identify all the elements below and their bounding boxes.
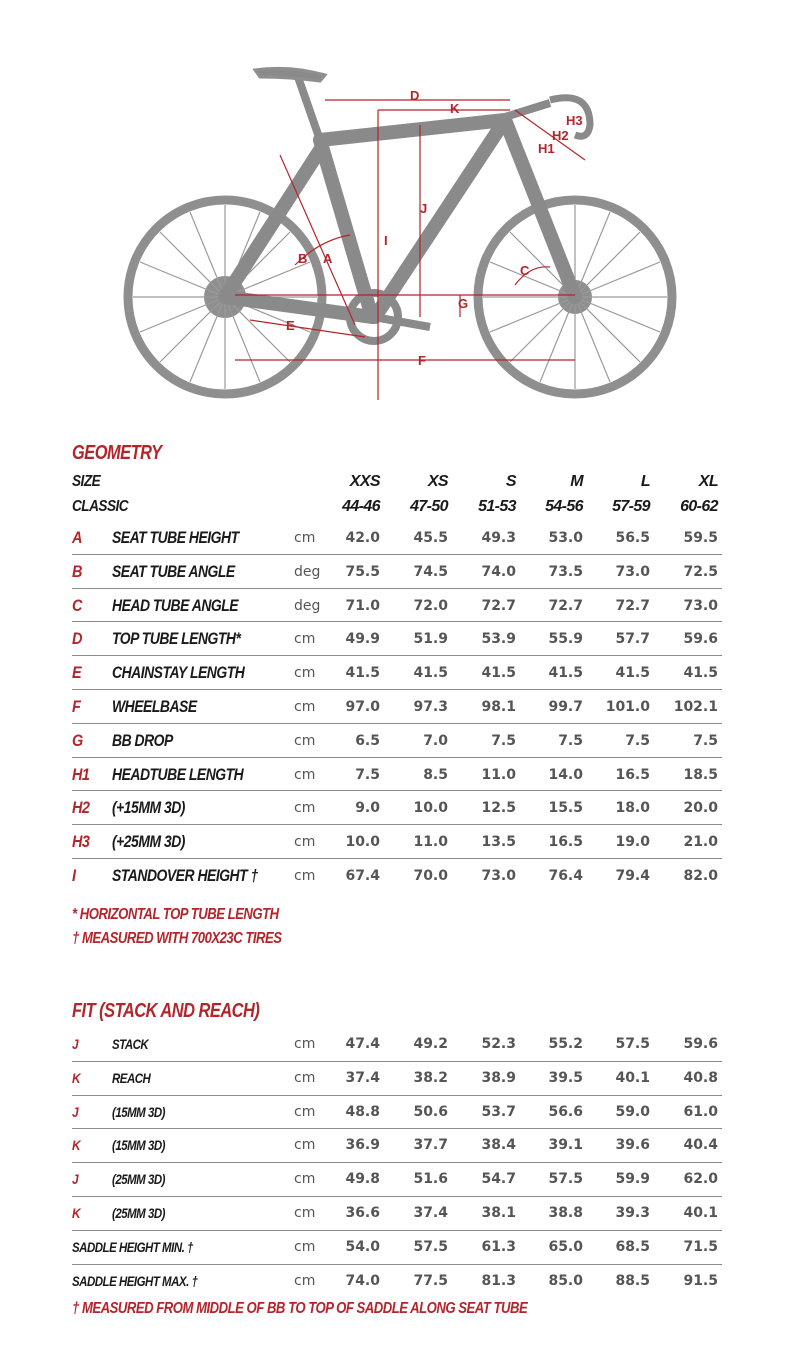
row-value: 36.6	[345, 1205, 380, 1221]
row-unit: deg	[294, 597, 321, 614]
row-value: 41.5	[683, 665, 718, 682]
row-value: 47.4	[345, 1036, 380, 1052]
row-code: D	[72, 629, 82, 649]
row-value: 39.3	[615, 1205, 650, 1221]
row-name: (+15MM 3D)	[112, 798, 185, 818]
row-unit: cm	[294, 766, 316, 783]
range-l: 57-59	[612, 498, 650, 515]
row-value: 73.5	[548, 563, 583, 580]
table-row	[72, 621, 722, 656]
row-value: 72.7	[615, 597, 650, 614]
diagram-label-h1: H1	[538, 141, 555, 156]
row-value: 72.7	[548, 597, 583, 614]
diagram-label-k: K	[450, 101, 460, 116]
row-value: 11.0	[481, 766, 516, 783]
row-value: 41.5	[413, 665, 448, 682]
row-unit: cm	[294, 732, 316, 749]
row-value: 91.5	[683, 1272, 718, 1289]
row-name: (15MM 3D)	[112, 1137, 165, 1154]
row-value: 68.5	[615, 1238, 650, 1255]
row-value: 40.8	[683, 1069, 718, 1086]
size-s: S	[505, 473, 516, 490]
row-value: 57.5	[615, 1036, 650, 1052]
row-value: 39.6	[615, 1137, 650, 1154]
table-row	[72, 588, 722, 623]
row-value: 40.1	[615, 1069, 650, 1086]
diagram-label-i: I	[384, 233, 388, 248]
row-value: 21.0	[683, 834, 718, 851]
row-value: 59.0	[615, 1103, 650, 1120]
row-code: J	[72, 1036, 79, 1052]
table-row	[72, 1162, 722, 1197]
row-value: 41.5	[548, 665, 583, 682]
row-value: 72.0	[413, 597, 448, 614]
table-row	[72, 689, 722, 724]
row-value: 54.7	[481, 1171, 516, 1188]
row-value: 53.7	[481, 1103, 516, 1120]
row-unit: deg	[294, 563, 321, 580]
row-name: CHAINSTAY LENGTH	[112, 663, 245, 683]
row-code: H3	[72, 832, 90, 852]
table-row	[72, 655, 722, 690]
row-value: 37.4	[413, 1205, 448, 1221]
row-value: 72.7	[481, 597, 516, 614]
row-unit: cm	[294, 1069, 316, 1086]
row-value: 52.3	[481, 1036, 516, 1052]
row-value: 82.0	[683, 868, 718, 884]
row-unit: cm	[294, 1171, 316, 1188]
row-value: 38.1	[481, 1205, 516, 1221]
size-label: SIZE	[72, 473, 101, 490]
row-value: 18.5	[683, 766, 718, 783]
row-unit: cm	[294, 1103, 316, 1120]
row-unit: cm	[294, 1272, 316, 1289]
row-value: 57.5	[413, 1238, 448, 1255]
row-value: 53.9	[481, 631, 516, 648]
row-value: 49.3	[481, 530, 516, 546]
diagram-label-g: G	[458, 296, 469, 311]
row-value: 56.5	[615, 530, 650, 546]
row-value: 42.0	[345, 530, 380, 546]
row-name: (+25MM 3D)	[112, 832, 185, 852]
table-row	[72, 554, 722, 589]
row-value: 71.5	[683, 1238, 718, 1255]
row-unit: cm	[294, 1036, 316, 1052]
row-value: 59.6	[683, 631, 718, 648]
row-code: J	[72, 1171, 79, 1188]
table-row	[72, 1264, 722, 1298]
row-value: 12.5	[481, 800, 516, 817]
row-value: 41.5	[615, 665, 650, 682]
table-row	[72, 1095, 722, 1130]
row-value: 97.0	[345, 699, 380, 715]
row-code: F	[72, 697, 81, 716]
row-value: 67.4	[345, 868, 380, 884]
table-row	[72, 1230, 722, 1265]
row-value: 81.3	[481, 1272, 516, 1289]
row-value: 76.4	[548, 868, 583, 884]
row-code: B	[72, 561, 82, 581]
row-value: 55.9	[548, 631, 583, 648]
size-m: M	[570, 473, 583, 490]
table-row	[72, 790, 722, 825]
row-value: 49.9	[345, 631, 380, 648]
row-name: HEAD TUBE ANGLE	[112, 595, 239, 615]
row-value: 11.0	[413, 834, 448, 851]
row-value: 57.7	[615, 631, 650, 648]
row-value: 38.9	[481, 1069, 516, 1086]
row-value: 45.5	[413, 530, 448, 546]
row-name: TOP TUBE LENGTH*	[112, 629, 241, 649]
row-value: 101.0	[605, 699, 650, 715]
row-code: G	[72, 730, 83, 750]
row-code: K	[72, 1205, 81, 1221]
row-value: 97.3	[413, 699, 448, 715]
row-value: 7.5	[558, 732, 583, 749]
table-row	[72, 1196, 722, 1231]
row-value: 16.5	[615, 766, 650, 783]
size-l: L	[640, 473, 650, 490]
range-m: 54-56	[545, 498, 583, 515]
row-value: 57.5	[548, 1171, 583, 1188]
row-name: SADDLE HEIGHT MIN. †	[72, 1238, 193, 1255]
row-value: 41.5	[481, 665, 516, 682]
row-code: I	[72, 866, 76, 885]
row-value: 38.2	[413, 1069, 448, 1086]
geometry-note-2: † MEASURED WITH 700X23C TIRES	[72, 930, 282, 947]
row-value: 102.1	[673, 699, 718, 715]
table-row	[72, 520, 722, 555]
row-name: WHEELBASE	[112, 697, 197, 716]
row-value: 53.0	[548, 530, 583, 546]
diagram-label-h2: H2	[552, 128, 569, 143]
row-value: 56.6	[548, 1103, 583, 1120]
row-name: BB DROP	[112, 730, 173, 750]
diagram-label-j: J	[420, 201, 428, 216]
row-value: 36.9	[345, 1137, 380, 1154]
row-name: SEAT TUBE ANGLE	[112, 561, 235, 581]
row-value: 38.4	[481, 1137, 516, 1154]
row-value: 6.5	[355, 732, 380, 749]
row-value: 77.5	[413, 1272, 448, 1289]
row-value: 39.1	[548, 1137, 583, 1154]
size-xxs: XXS	[349, 473, 380, 490]
size-xs: XS	[427, 473, 448, 490]
diagram-label-f: F	[418, 353, 426, 368]
row-code: H1	[72, 764, 90, 784]
row-name: STACK	[112, 1036, 149, 1052]
row-value: 20.0	[683, 800, 718, 817]
range-xxs: 44-46	[342, 498, 380, 515]
row-name: STANDOVER HEIGHT †	[112, 866, 258, 885]
diagram-label-b: B	[298, 251, 308, 266]
table-row	[72, 858, 722, 892]
range-xl: 60-62	[680, 498, 718, 515]
table-row	[72, 723, 722, 758]
row-value: 7.5	[491, 732, 516, 749]
row-value: 39.5	[548, 1069, 583, 1086]
row-value: 98.1	[481, 699, 516, 715]
fit-section	[72, 1000, 722, 1023]
row-name: HEADTUBE LENGTH	[112, 764, 244, 784]
row-value: 50.6	[413, 1103, 448, 1120]
row-value: 19.0	[615, 834, 650, 851]
row-code: K	[72, 1137, 81, 1154]
row-code: K	[72, 1069, 81, 1086]
table-row	[72, 824, 722, 859]
row-value: 9.0	[355, 800, 380, 817]
row-value: 48.8	[345, 1103, 380, 1120]
geometry-section	[72, 442, 722, 465]
row-unit: cm	[294, 530, 316, 546]
row-value: 54.0	[345, 1238, 380, 1255]
row-name: REACH	[112, 1069, 151, 1086]
row-value: 55.2	[548, 1036, 583, 1052]
row-value: 88.5	[615, 1272, 650, 1289]
row-value: 85.0	[548, 1272, 583, 1289]
row-value: 72.5	[683, 563, 718, 580]
range-xs: 47-50	[410, 498, 448, 515]
fit-title: FIT (STACK AND REACH)	[72, 1000, 260, 1022]
row-value: 14.0	[548, 766, 583, 783]
geometry-note-1: * HORIZONTAL TOP TUBE LENGTH	[72, 906, 279, 923]
row-value: 41.5	[345, 665, 380, 682]
row-value: 49.8	[345, 1171, 380, 1188]
row-value: 62.0	[683, 1171, 718, 1188]
row-value: 16.5	[548, 834, 583, 851]
row-value: 18.0	[615, 800, 650, 817]
row-value: 10.0	[413, 800, 448, 817]
table-row	[72, 1027, 722, 1062]
row-value: 7.0	[423, 732, 448, 749]
diagram-label-d: D	[410, 88, 420, 103]
row-value: 13.5	[481, 834, 516, 851]
row-value: 59.5	[683, 530, 718, 546]
row-name: SADDLE HEIGHT MAX. †	[72, 1272, 198, 1289]
row-code: J	[72, 1103, 79, 1120]
diagram-label-e: E	[286, 318, 295, 333]
row-value: 61.3	[481, 1238, 516, 1255]
row-name: (25MM 3D)	[112, 1171, 165, 1188]
row-value: 37.7	[413, 1137, 448, 1154]
table-row	[72, 1128, 722, 1163]
row-value: 74.0	[481, 563, 516, 580]
table-row	[72, 757, 722, 792]
row-unit: cm	[294, 1205, 316, 1221]
range-s: 51-53	[478, 498, 516, 515]
row-value: 51.9	[413, 631, 448, 648]
row-value: 8.5	[423, 766, 448, 783]
row-value: 99.7	[548, 699, 583, 715]
row-unit: cm	[294, 800, 316, 817]
diagram-label-a: A	[323, 251, 333, 266]
fit-note: † MEASURED FROM MIDDLE OF BB TO TOP OF SADDLE ALONG SEAT TUBE	[72, 1300, 528, 1317]
row-value: 59.9	[615, 1171, 650, 1188]
row-value: 51.6	[413, 1171, 448, 1188]
row-name: SEAT TUBE HEIGHT	[112, 528, 239, 547]
row-name: (25MM 3D)	[112, 1205, 165, 1221]
row-unit: cm	[294, 631, 316, 648]
row-value: 70.0	[413, 868, 448, 884]
row-value: 74.0	[345, 1272, 380, 1289]
row-value: 79.4	[615, 868, 650, 884]
row-value: 40.1	[683, 1205, 718, 1221]
row-value: 7.5	[355, 766, 380, 783]
row-value: 15.5	[548, 800, 583, 817]
row-unit: cm	[294, 1238, 316, 1255]
row-unit: cm	[294, 834, 316, 851]
row-value: 10.0	[345, 834, 380, 851]
row-value: 71.0	[345, 597, 380, 614]
row-value: 75.5	[345, 563, 380, 580]
diagram-label-h3: H3	[566, 113, 583, 128]
size-xl: XL	[698, 473, 718, 490]
row-value: 65.0	[548, 1238, 583, 1255]
row-value: 37.4	[345, 1069, 380, 1086]
row-code: A	[72, 528, 82, 547]
row-value: 7.5	[693, 732, 718, 749]
row-unit: cm	[294, 665, 316, 682]
row-code: E	[72, 663, 82, 683]
row-value: 61.0	[683, 1103, 718, 1120]
row-code: H2	[72, 798, 90, 818]
bike-geometry-diagram	[120, 55, 690, 415]
row-value: 59.6	[683, 1036, 718, 1052]
row-value: 40.4	[683, 1137, 718, 1154]
row-value: 73.0	[683, 597, 718, 614]
row-value: 73.0	[615, 563, 650, 580]
row-name: (15MM 3D)	[112, 1103, 165, 1120]
classic-label: CLASSIC	[72, 498, 129, 515]
row-code: C	[72, 595, 82, 615]
row-unit: cm	[294, 699, 316, 715]
row-value: 49.2	[413, 1036, 448, 1052]
row-value: 74.5	[413, 563, 448, 580]
row-unit: cm	[294, 1137, 316, 1154]
geometry-title: GEOMETRY	[72, 442, 162, 464]
row-value: 38.8	[548, 1205, 583, 1221]
row-value: 73.0	[481, 868, 516, 884]
table-row	[72, 1061, 722, 1096]
diagram-label-c: C	[520, 263, 530, 278]
row-unit: cm	[294, 868, 316, 884]
row-value: 7.5	[625, 732, 650, 749]
